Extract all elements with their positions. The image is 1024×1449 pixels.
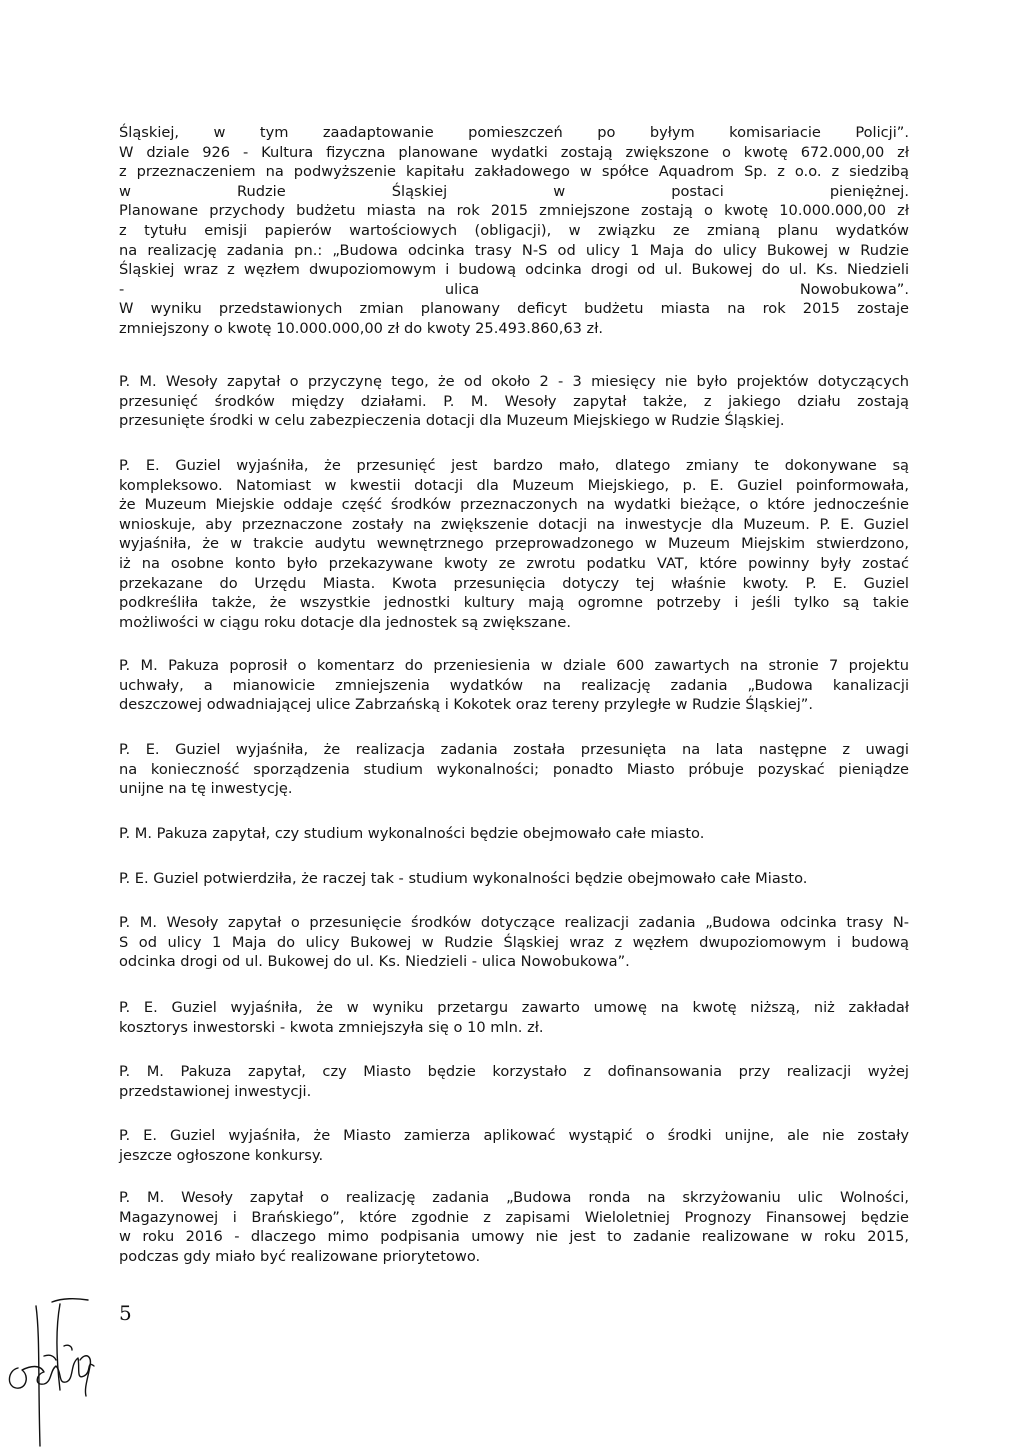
text-line: P. E. Guziel potwierdziła, że raczej tak - studium wykonalności będzie obejmowało całe Miasto. <box>119 870 808 887</box>
paragraph <box>119 123 909 339</box>
text-line: P. M. Pakuza zapytał, czy studium wykonalności będzie obejmowało całe miasto. <box>119 825 705 842</box>
text-line: z tytułu emisji papierów wartościowych (obligacji), w związku ze zmianą planu wydatków <box>119 221 909 239</box>
text-line: przesunięte środki w celu zabezpieczenia dotacji dla Muzeum Miejskiego w Rudzie Śląskiej. <box>119 412 785 430</box>
text-line: że Muzeum Miejskie oddaje część środków przeznaczonych na wydatki bieżące, o które jednocześnie <box>119 496 909 514</box>
paragraph <box>119 372 909 431</box>
text-line: z przeznaczeniem na podwyższenie kapitału zakładowego w spółce Aquadrom Sp. z o.o. z siedzibą <box>119 163 909 181</box>
text-line: Magazynowej i Brańskiego”, które zgodnie z zapisami Wieloletniej Prognozy Finansowej będzie <box>119 1208 909 1226</box>
text-line: P. M. Wesoły zapytał o przesunięcie środków dotyczące realizacji zadania „Budowa odcinka trasy N- <box>119 914 909 931</box>
text-line: zmniejszony o kwotę 10.000.000,00 zł do kwoty 25.493.860,63 zł. <box>119 319 604 337</box>
paragraph <box>119 456 909 632</box>
text-line: Śląskiej, w tym zaadaptowanie pomieszczeń po byłym komisariacie Policji”. <box>119 124 909 141</box>
text-line: iż na osobne konto było przekazywane kwoty ze zwrotu podatku VAT, które powinny były zostać <box>119 554 909 572</box>
text-line: uchwały, a mianowicie zmniejszenia wydatków na realizację zadania „Budowa kanalizacji <box>119 676 909 694</box>
text-line: w Rudzie Śląskiej w postaci pieniężnej. <box>119 182 909 200</box>
text-line: przedstawionej inwestycji. <box>119 1082 312 1100</box>
handwritten-signature <box>0 1296 110 1449</box>
text-line: P. M. Pakuza poprosił o komentarz do przeniesienia w dziale 600 zawartych na stronie 7 projektu <box>119 657 909 674</box>
text-line: możliwości w ciągu roku dotacje dla jednostek są zwiększane. <box>119 613 572 631</box>
paragraph <box>119 1126 909 1165</box>
paragraph <box>119 656 909 715</box>
text-line: P. M. Wesoły zapytał o realizację zadania „Budowa ronda na skrzyżowaniu ulic Wolności, <box>119 1189 909 1206</box>
paragraph <box>119 740 909 799</box>
text-line: kosztorys inwestorski - kwota zmniejszyła się o 10 mln. zł. <box>119 1018 544 1036</box>
text-line: podczas gdy miało być realizowane priorytetowo. <box>119 1247 481 1265</box>
paragraph <box>119 998 909 1037</box>
text-line: P. E. Guziel wyjaśniła, że Miasto zamierza aplikować wystąpić o środki unijne, ale nie zostały <box>119 1127 909 1144</box>
text-line: wnioskuje, aby przeznaczone zostały na zwiększenie dotacji na inwestycje dla Muzeum. P. E. Guziel <box>119 515 909 533</box>
text-line: P. E. Guziel wyjaśniła, że przesunięć jest bardzo mało, dlatego zmiany te dokonywane są <box>119 457 909 474</box>
text-line: W dziale 926 - Kultura fizyczna planowane wydatki zostają zwiększone o kwotę 672.000,00 zł <box>119 143 909 161</box>
text-line: Planowane przychody budżetu miasta na rok 2015 zmniejszone zostają o kwotę 10.000.000,00 zł <box>119 202 909 220</box>
text-line: - ulica Nowobukowa”. <box>119 280 909 298</box>
text-line: S od ulicy 1 Maja do ulicy Bukowej w Rudzie Śląskiej wraz z węzłem dwupoziomowym i budową <box>119 933 909 951</box>
text-line: odcinka drogi od ul. Bukowej do ul. Ks. Niedzieli - ulica Nowobukowa”. <box>119 953 630 971</box>
page-number: 5 <box>119 1301 132 1325</box>
text-line: przekazane do Urzędu Miasta. Kwota przesunięcia dotyczy tej właśnie kwoty. P. E. Guziel <box>119 574 909 592</box>
text-line: unijne na tę inwestycję. <box>119 780 293 798</box>
text-line: jeszcze ogłoszone konkursy. <box>119 1146 324 1164</box>
text-line: Śląskiej wraz z węzłem dwupoziomowym i budową odcinka drogi od ul. Bukowej do ul. Ks. Niedzieli <box>119 261 909 279</box>
text-line: przesunięć środków między działami. P. M. Wesoły zapytał także, z jakiego działu zostają <box>119 392 909 410</box>
paragraph <box>119 824 909 844</box>
text-line: kompleksowo. Natomiast w kwestii dotacji dla Muzeum Miejskiego, p. E. Guziel poinformowała, <box>119 476 909 494</box>
text-line: na realizację zadania pn.: „Budowa odcinka trasy N-S od ulicy 1 Maja do ulicy Bukowej w Rudzie <box>119 241 909 259</box>
text-line: P. E. Guziel wyjaśniła, że w wyniku przetargu zawarto umowę na kwotę niższą, niż zakładał <box>119 999 909 1016</box>
text-line: podkreśliła także, że wszystkie jednostki kultury mają ogromne potrzeby i jeśli tylko są takie <box>119 594 909 612</box>
text-line: wyjaśniła, że w trakcie audytu wewnętrznego przeprowadzonego w Muzeum Miejskim stwierdzono, <box>119 535 909 553</box>
text-line: P. M. Wesoły zapytał o przyczynę tego, że od około 2 - 3 miesięcy nie było projektów dotyczących <box>119 373 909 390</box>
text-line: w roku 2016 - dlaczego mimo podpisania umowy nie jest to zadanie realizowane w roku 2015, <box>119 1228 909 1246</box>
paragraph <box>119 1188 909 1266</box>
text-line: P. E. Guziel wyjaśniła, że realizacja zadania została przesunięta na lata następne z uwagi <box>119 741 909 758</box>
text-line: na konieczność sporządzenia studium wykonalności; ponadto Miasto próbuje pozyskać pieniądze <box>119 760 909 778</box>
paragraph <box>119 1062 909 1101</box>
text-line: deszczowej odwadniającej ulice Zabrzańską i Kokotek oraz tereny przyległe w Rudzie Śląskiej”. <box>119 696 813 714</box>
paragraph <box>119 913 909 972</box>
text-line: W wyniku przedstawionych zmian planowany deficyt budżetu miasta na rok 2015 zostaje <box>119 300 909 318</box>
text-line: P. M. Pakuza zapytał, czy Miasto będzie korzystało z dofinansowania przy realizacji wyżej <box>119 1063 909 1080</box>
paragraph <box>119 869 909 889</box>
